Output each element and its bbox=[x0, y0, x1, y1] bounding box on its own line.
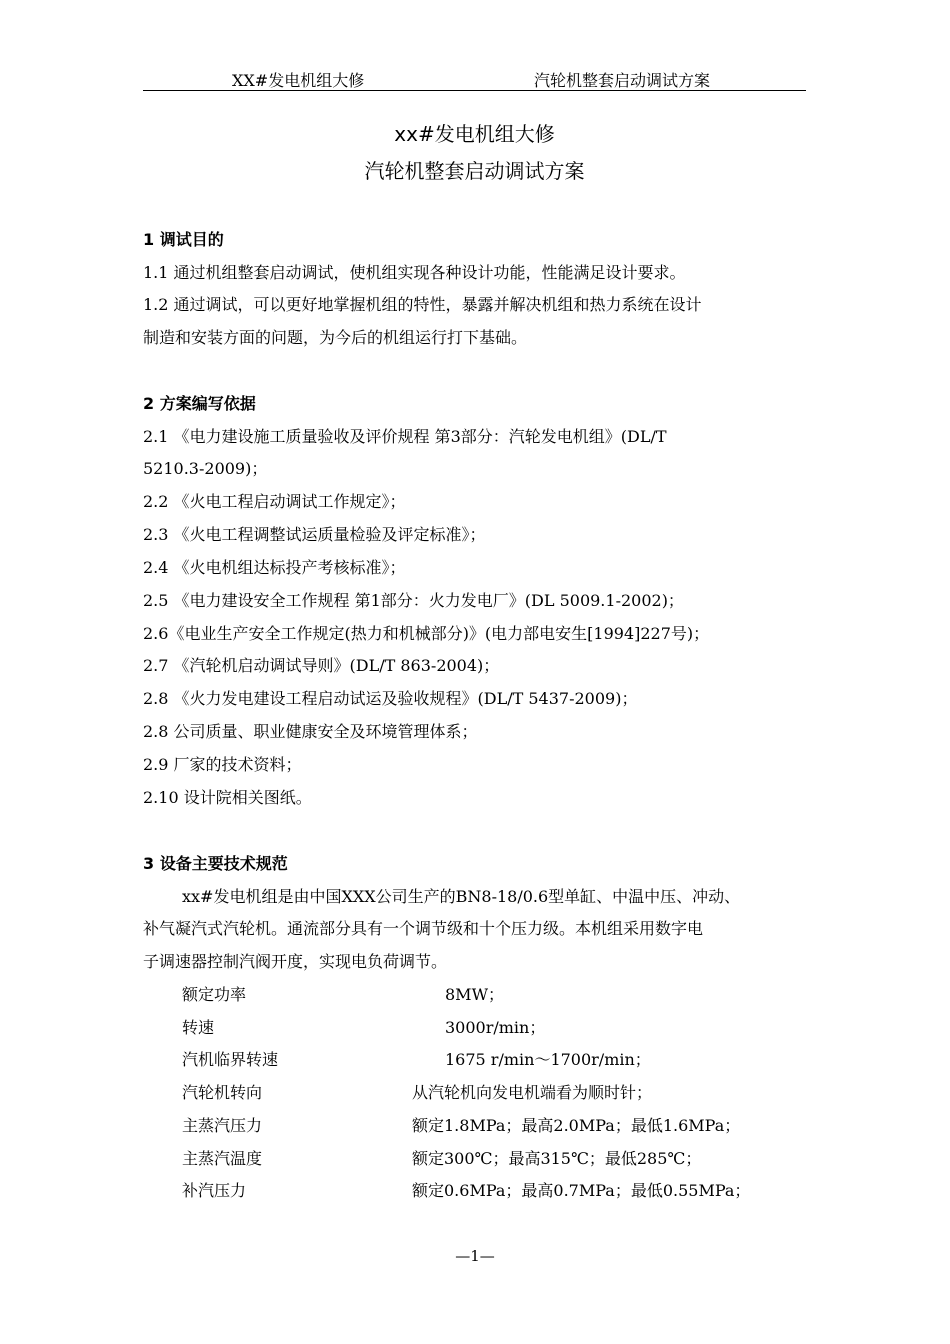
spec-name: 转速 bbox=[182, 1018, 215, 1037]
section-1-line: 制造和安装方面的问题，为今后的机组运行打下基础。 bbox=[143, 328, 528, 347]
section-2-line: 2.1 《电力建设施工质量验收及评价规程 第3部分：汽轮发电机组》(DL/T bbox=[143, 427, 667, 446]
section-1-line: 1.2 通过调试，可以更好地掌握机组的特性，暴露并解决机组和热力系统在设计 bbox=[143, 295, 702, 314]
document-title-line1: xx#发电机组大修 bbox=[394, 122, 555, 146]
spec-value: 8MW； bbox=[445, 985, 505, 1004]
spec-name: 主蒸汽压力 bbox=[182, 1116, 263, 1135]
section-2-line: 2.2 《火电工程启动调试工作规定》； bbox=[143, 492, 406, 511]
spec-value: 3000r/min； bbox=[445, 1018, 546, 1037]
section-2-line: 2.8 公司质量、职业健康安全及环境管理体系； bbox=[143, 722, 478, 741]
section-2-line: 2.7 《汽轮机启动调试导则》(DL/T 863-2004)； bbox=[143, 656, 500, 675]
spec-value: 额定300℃；最高315℃；最低285℃； bbox=[412, 1149, 702, 1168]
section-3-intro-line: xx#发电机组是由中国XXX公司生产的BN8-18/0.6型单缸、中温中压、冲动、 bbox=[182, 887, 741, 906]
section-2-line: 5210.3-2009)； bbox=[143, 459, 268, 478]
spec-value: 1675 r/min～1700r/min； bbox=[445, 1050, 651, 1069]
section-2-line: 2.4 《火电机组达标投产考核标准》； bbox=[143, 558, 406, 577]
spec-value: 额定1.8MPa；最高2.0MPa；最低1.6MPa； bbox=[412, 1116, 741, 1135]
spec-name: 补汽压力 bbox=[182, 1181, 247, 1200]
spec-name: 汽机临界转速 bbox=[182, 1050, 279, 1069]
spec-name: 额定功率 bbox=[182, 985, 247, 1004]
section-1-line: 1.1 通过机组整套启动调试，使机组实现各种设计功能，性能满足设计要求。 bbox=[143, 263, 686, 282]
section-2-line: 2.6《电业生产安全工作规定(热力和机械部分)》(电力部电安生[1994]227号)； bbox=[143, 624, 710, 643]
section-2-line: 2.5 《电力建设安全工作规程 第1部分：火力发电厂》(DL 5009.1-2002)； bbox=[143, 591, 684, 610]
section-2-line: 2.3 《火电工程调整试运质量检验及评定标准》； bbox=[143, 525, 486, 544]
section-2-heading: 2 方案编写依据 bbox=[143, 394, 256, 413]
section-3-intro-line: 子调速器控制汽阀开度，实现电负荷调节。 bbox=[143, 952, 448, 971]
section-2-line: 2.8 《火力发电建设工程启动试运及验收规程》(DL/T 5437-2009)； bbox=[143, 689, 638, 708]
spec-name: 主蒸汽温度 bbox=[182, 1149, 263, 1168]
document-title-line2: 汽轮机整套启动调试方案 bbox=[364, 159, 585, 183]
spec-name: 汽轮机转向 bbox=[182, 1083, 263, 1102]
section-2-line: 2.10 设计院相关图纸。 bbox=[143, 788, 312, 807]
section-2-line: 2.9 厂家的技术资料； bbox=[143, 755, 302, 774]
header-left-text: XX#发电机组大修 bbox=[232, 71, 365, 90]
spec-value: 额定0.6MPa；最高0.7MPa；最低0.55MPa； bbox=[412, 1181, 751, 1200]
section-1-heading: 1 调试目的 bbox=[143, 230, 224, 249]
page-number: —1— bbox=[455, 1247, 495, 1265]
section-3-heading: 3 设备主要技术规范 bbox=[143, 854, 288, 873]
section-3-intro-line: 补气凝汽式汽轮机。通流部分具有一个调节级和十个压力级。本机组采用数字电 bbox=[143, 919, 704, 938]
spec-value: 从汽轮机向发电机端看为顺时针； bbox=[412, 1083, 653, 1102]
header-right-text: 汽轮机整套启动调试方案 bbox=[534, 71, 711, 90]
header-divider bbox=[143, 90, 806, 91]
